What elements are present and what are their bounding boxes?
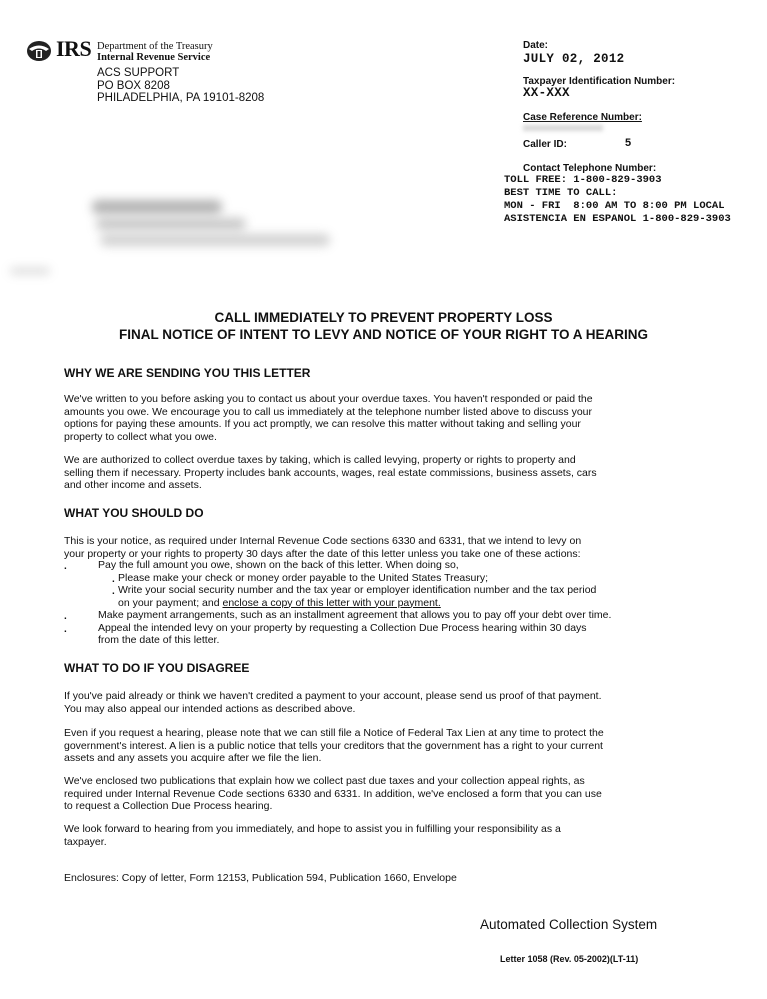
list-item	[64, 634, 704, 647]
text-line: to request a Collection Due Process hearing.	[64, 800, 273, 812]
contact-line-toll-free: TOLL FREE: 1-800-829-3903	[504, 174, 662, 186]
eagle-logo-icon	[26, 40, 52, 62]
notice-title-line-2: FINAL NOTICE OF INTENT TO LEVY AND NOTICE OF YOUR RIGHT TO A HEARING	[118, 327, 649, 342]
action-pay-full: Pay the full amount you owe, shown on the back of this letter. When doing so,	[98, 559, 459, 571]
text-line: You may also appeal our intended actions as described above.	[64, 702, 356, 715]
text-line: selling them if necessary. Property includes bank accounts, wages, real estate commissions, business assets, cars	[64, 466, 597, 479]
dept-line-2: Internal Revenue Service	[97, 52, 211, 63]
sub-action-enclose	[118, 597, 441, 610]
dept-line-1: Department of the Treasury	[97, 41, 213, 52]
irs-wordmark: IRS	[56, 36, 92, 61]
list-item	[64, 559, 704, 572]
text-line: amounts you owe. We encourage you to call us immediately at the telephone number listed above to discuss your	[64, 405, 593, 418]
why-paragraph-2	[64, 454, 684, 492]
text-span: on your payment; and	[118, 596, 223, 609]
tin-label: Taxpayer Identification Number:	[523, 76, 676, 87]
enclosures: Enclosures: Copy of letter, Form 12153, Publication 594, Publication 1660, Envelope	[64, 872, 457, 884]
text-line: required under Internal Revenue Code sections 6330 and 6331. In addition, we've enclosed a form that you can use	[64, 787, 602, 800]
bullet-icon: .	[112, 586, 115, 597]
text-line: options for paying these amounts. If you act promptly, we can resolve this matter without taking and selling your	[64, 418, 581, 430]
text-line: government's interest. A lien is a public notice that tells your creditors that the government has a right to your current	[64, 739, 603, 752]
what-to-do-intro	[64, 535, 684, 560]
notice-title-line-1: CALL IMMEDIATELY TO PREVENT PROPERTY LOSS	[214, 310, 553, 325]
text-line: We are authorized to collect overdue taxes by taking, which is called levying, property or rights to property and	[64, 454, 576, 466]
bullet-icon: .	[64, 623, 67, 635]
date-label: Date:	[523, 40, 549, 51]
disagree-paragraph-4	[64, 823, 684, 848]
tin-value: XX-XXX	[523, 86, 570, 100]
disagree-paragraph-1	[64, 690, 684, 715]
contact-phone-label: Contact Telephone Number:	[523, 163, 657, 174]
text-line: taxpayer.	[64, 835, 107, 848]
disagree-heading: WHAT TO DO IF YOU DISAGREE	[64, 661, 250, 675]
text-line: assets and any assets you acquire after we file the lien.	[64, 752, 322, 764]
sub-action-write-ssn: Write your social security number and the tax year or employer identification number and the tax period	[118, 584, 597, 596]
return-address	[97, 67, 264, 105]
list-item	[64, 609, 704, 622]
contact-line-hours: MON - FRI 8:00 AM TO 8:00 PM LOCAL	[504, 200, 725, 212]
case-reference-label: Case Reference Number:	[523, 112, 642, 123]
text-line: and other income and assets.	[64, 479, 202, 491]
text-line: If you've paid already or think we haven't credited a payment to your account, please send us proof of that payment.	[64, 690, 602, 702]
address-line-2: PO BOX 8208	[97, 79, 170, 92]
why-heading: WHY WE ARE SENDING YOU THIS LETTER	[64, 366, 311, 380]
sub-action-payable: Please make your check or money order payable to the United States Treasury;	[118, 571, 489, 584]
contact-line-best-time: BEST TIME TO CALL:	[504, 187, 618, 199]
text-line: This is your notice, as required under Internal Revenue Code sections 6330 and 6331, that we intend to levy on	[64, 535, 582, 547]
caller-id-label: Caller ID:	[523, 139, 567, 150]
contact-line-spanish: ASISTENCIA EN ESPANOL 1-800-829-3903	[504, 213, 731, 225]
list-item	[64, 572, 704, 585]
list-item	[64, 622, 704, 635]
action-payment-arrangements: Make payment arrangements, such as an installment agreement that allows you to pay off your debt over time.	[98, 609, 612, 621]
list-item	[64, 584, 704, 597]
why-paragraph-1	[64, 393, 684, 443]
action-appeal: Appeal the intended levy on your property by requesting a Collection Due Process hearing within 30 days	[98, 621, 587, 634]
disagree-paragraph-2	[64, 727, 684, 765]
underlined-text: enclose a copy of this letter with your payment.	[222, 596, 441, 609]
action-appeal-cont: from the date of this letter.	[98, 634, 220, 646]
what-to-do-heading: WHAT YOU SHOULD DO	[64, 506, 204, 520]
text-line: We've written to you before asking you to contact us about your overdue taxes. You haven't responded or paid the	[64, 393, 593, 405]
disagree-paragraph-3	[64, 775, 684, 813]
list-item	[64, 597, 704, 610]
address-line-1: ACS SUPPORT	[97, 67, 180, 79]
action-list	[64, 559, 704, 647]
system-name: Automated Collection System	[480, 917, 658, 932]
bullet-icon: .	[64, 561, 67, 572]
text-line: Even if you request a hearing, please note that we can still file a Notice of Federal Tax Lien at any time to protect the	[64, 727, 604, 739]
caller-id-value: 5	[625, 137, 632, 149]
text-line: We look forward to hearing from you immediately, and hope to assist you in fulfilling your responsibility as a	[64, 823, 561, 835]
address-line-3: PHILADELPHIA, PA 19101-8208	[97, 92, 265, 104]
bullet-icon: .	[64, 611, 67, 622]
text-line: your property or your rights to property 30 days after the date of this letter unless you take one of these actions:	[64, 547, 581, 560]
letter-number: Letter 1058 (Rev. 05-2002)(LT-11)	[500, 954, 639, 964]
text-line: property to collect what you owe.	[64, 430, 217, 443]
bullet-icon: .	[112, 573, 115, 585]
date-value: JULY 02, 2012	[523, 52, 625, 66]
redacted-case-number	[523, 125, 603, 131]
text-line: We've enclosed two publications that explain how we collect past due taxes and your collection appeal rights, as	[64, 775, 585, 787]
department-name	[97, 41, 213, 63]
